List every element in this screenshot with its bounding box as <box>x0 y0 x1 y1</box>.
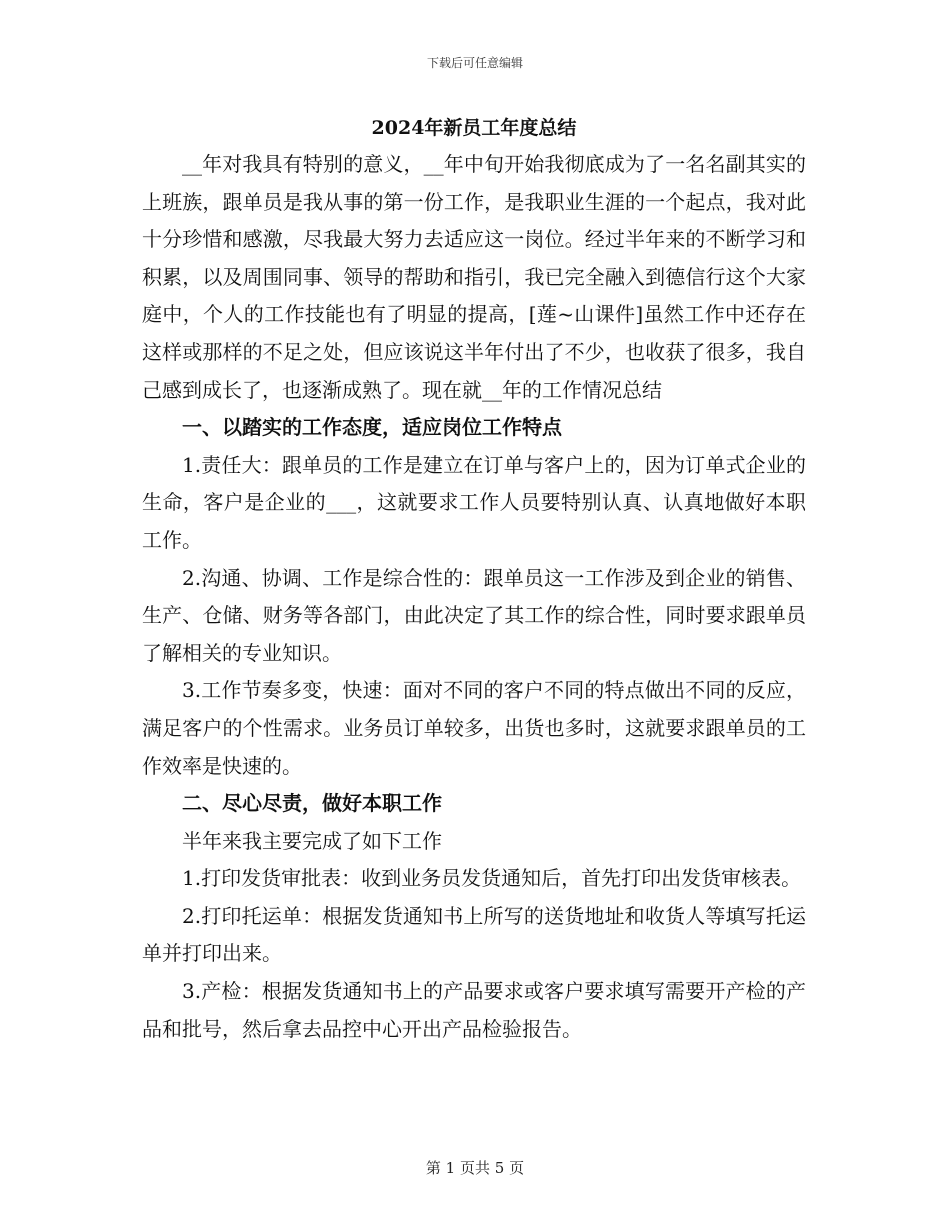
section-2-item: 2.打印托运单：根据发货通知书上所写的送货地址和收货人等填写托运单并打印出来。 <box>142 903 806 966</box>
document-title: 2024年新员工年度总结 <box>371 117 577 139</box>
section-1-item: 1.责任大：跟单员的工作是建立在订单与客户上的，因为订单式企业的生命，客户是企业的___，这就要求工作人员要特别认真、认真地做好本职工作。 <box>142 452 806 552</box>
page-footer: 第 1 页共 5 页 <box>425 1159 525 1177</box>
section-2-heading: 二、尽心尽责，做好本职工作 <box>182 791 442 816</box>
document-body <box>142 110 806 1048</box>
section-1-item: 3.工作节奏多变，快速：面对不同的客户不同的特点做出不同的反应，满足客户的个性需求。业务员订单较多，出货也多时，这就要求跟单员的工作效率是快速的。 <box>142 678 806 778</box>
section-1-item: 2.沟通、协调、工作是综合性的：跟单员这一工作涉及到企业的销售、生产、仓储、财务等各部门，由此决定了其工作的综合性，同时要求跟单员了解相关的专业知识。 <box>142 565 806 665</box>
section-2-lead: 半年来我主要完成了如下工作 <box>182 828 442 853</box>
section-2-item: 3.产检：根据发货通知书上的产品要求或客户要求填写需要开产检的产品和批号，然后拿去品控中心开出产品检验报告。 <box>142 979 806 1041</box>
page-header: 下载后可任意编辑 <box>426 56 523 70</box>
section-1-heading: 一、以踏实的工作态度，适应岗位工作特点 <box>182 415 562 440</box>
intro-paragraph: __年对我具有特别的意义，__年中旬开始我彻底成为了一名名副其实的上班族，跟单员是我从事的第一份工作，是我职业生涯的一个起点，我对此十分珍惜和感激，尽我最大努力去适应这一岗位。经过半年来的不断学习和积累，以及周围同事、领导的帮助和指引，我已完全融入到德信行这个大家庭中，个人的工作技能也有了明显的提高，[莲~山课件]虽然工作中还存在这样或那样的不足之处，但应该说这半年付出了不少，也收获了很多，我自己感到成长了，也逐渐成熟了。现在就__年的工作情况总结 <box>142 152 806 402</box>
section-2-item: 1.打印发货审批表：收到业务员发货通知后，首先打印出发货审核表。 <box>182 866 802 891</box>
